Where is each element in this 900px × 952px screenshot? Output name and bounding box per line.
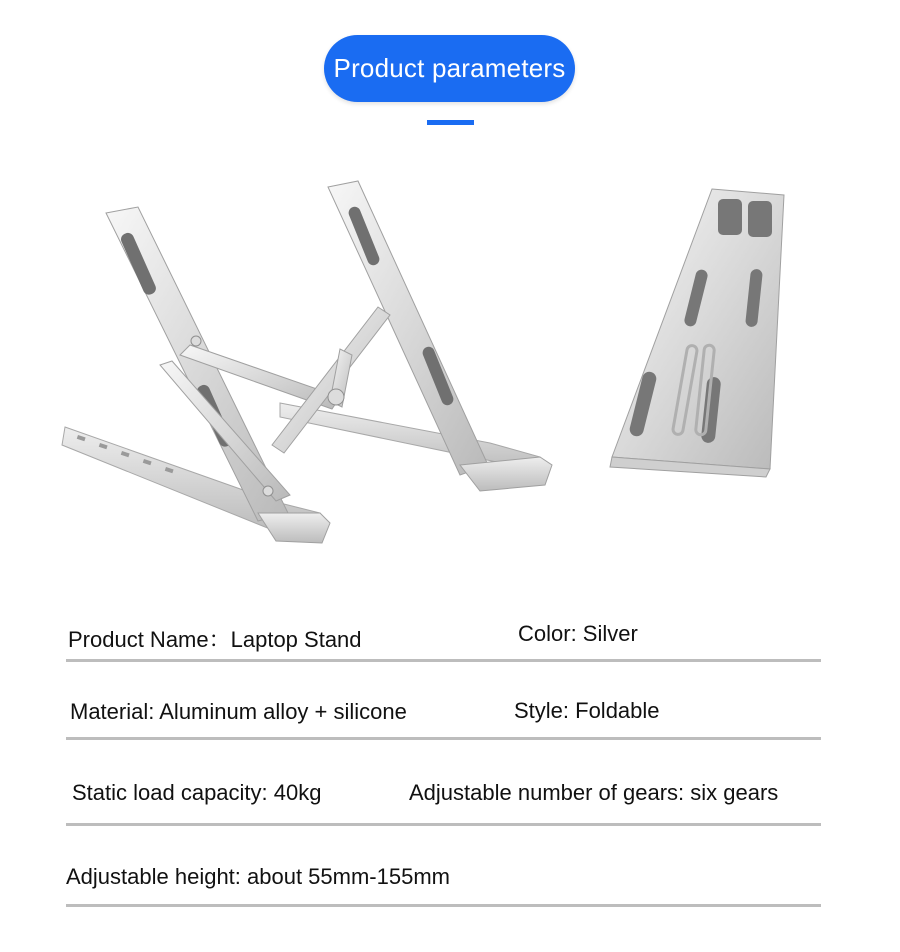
open-stand: [62, 181, 552, 543]
spec-gears: Adjustable number of gears: six gears: [409, 780, 779, 805]
spec-divider: [66, 904, 821, 907]
spec-style: Style: Foldable: [514, 698, 660, 723]
title-underline: [427, 120, 474, 125]
folded-stand: [610, 189, 784, 477]
laptop-stand-image: [40, 165, 840, 565]
spec-divider: [66, 737, 821, 740]
spec-divider: [66, 823, 821, 826]
spec-material: Material: Aluminum alloy + silicone: [70, 699, 407, 724]
spec-static-load: Static load capacity: 40kg: [72, 780, 322, 805]
product-parameters-badge: [324, 35, 575, 102]
spec-color: Color: Silver: [518, 621, 638, 646]
section-title: Product parameters: [333, 53, 566, 83]
spec-product-name: [68, 623, 362, 654]
spec-product-name-value: Laptop Stand: [230, 627, 362, 652]
spec-product-name-label: Product Name：: [68, 627, 231, 652]
spec-divider: [66, 659, 821, 662]
spec-adjustable-height: Adjustable height: about 55mm-155mm: [66, 864, 450, 889]
